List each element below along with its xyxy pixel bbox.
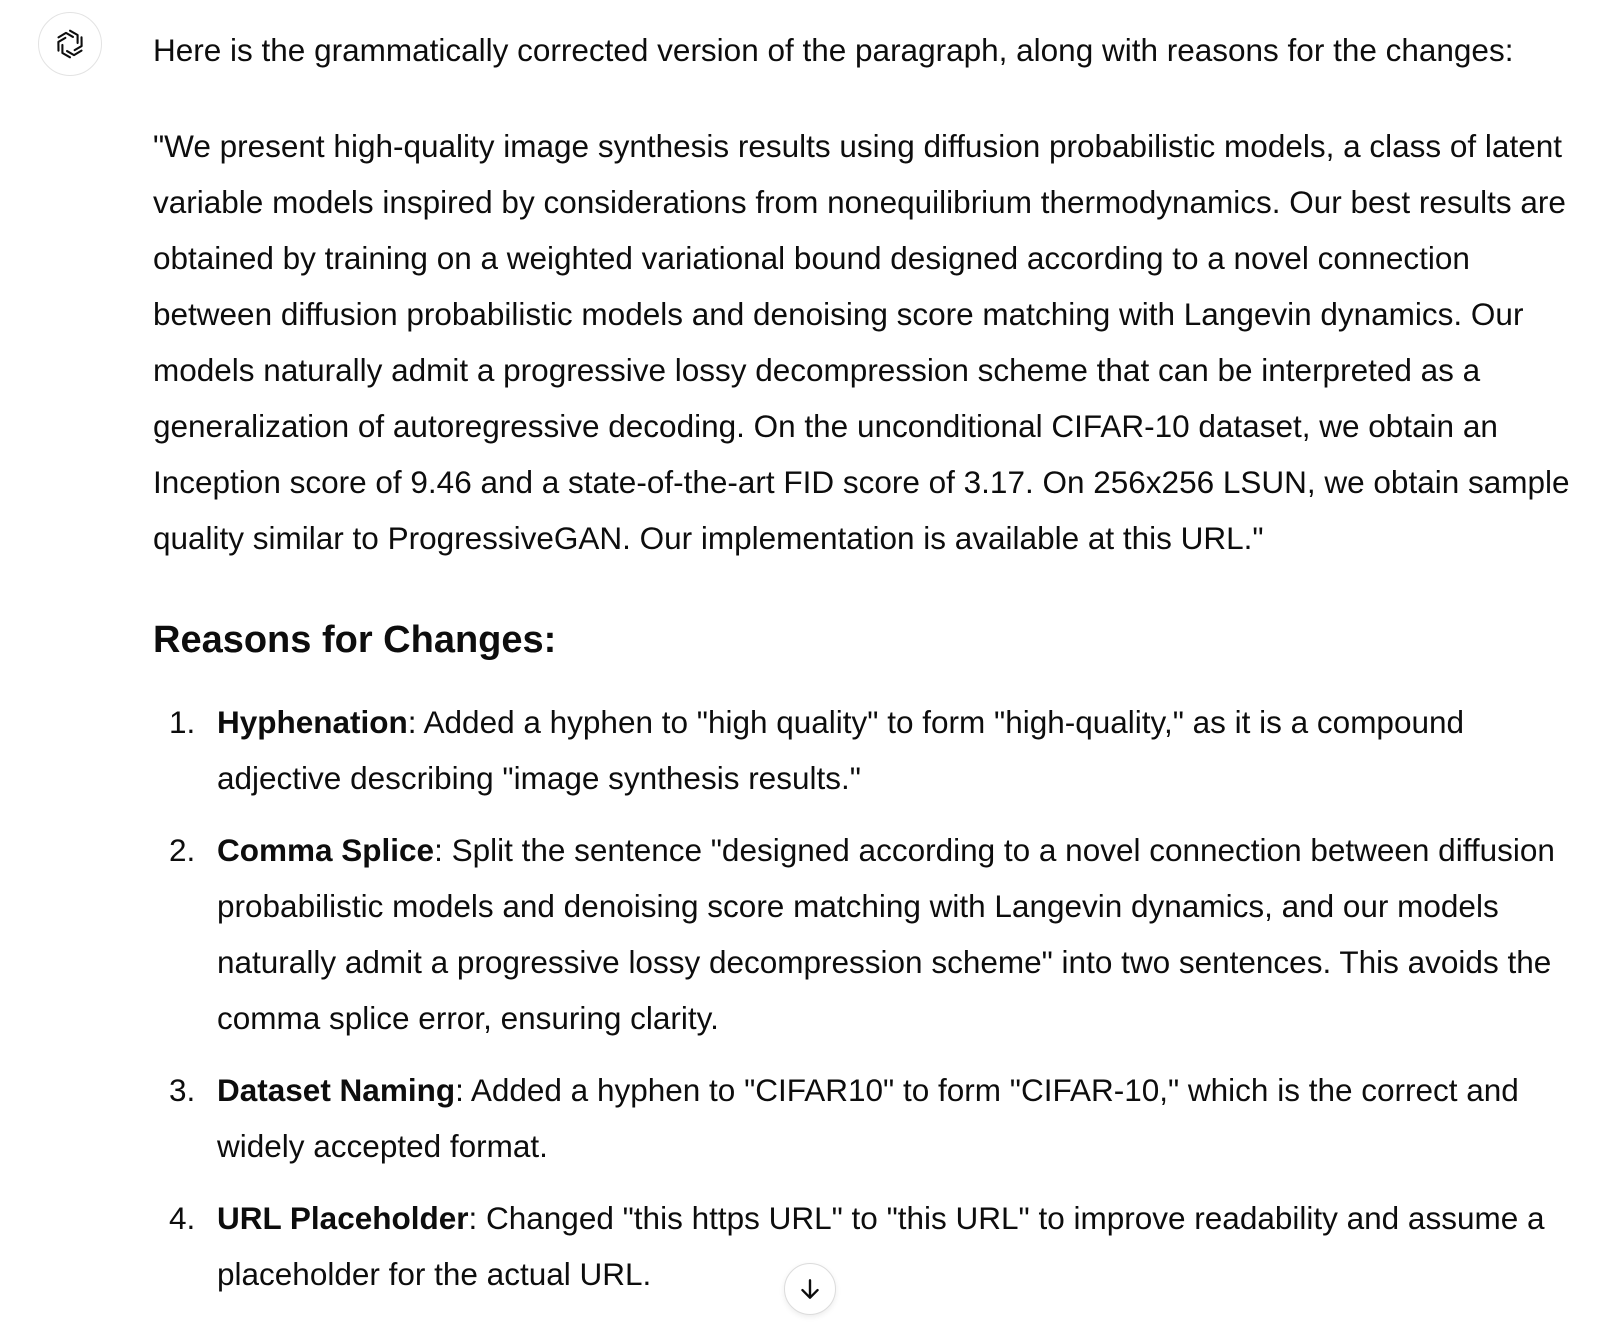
list-item — [153, 822, 1593, 1046]
list-item-number: 4. — [169, 1200, 196, 1236]
list-item-number: 2. — [169, 832, 196, 868]
reasons-heading: Reasons for Changes: — [153, 619, 557, 661]
assistant-message — [153, 22, 1593, 1318]
list-item-text: : Split the sentence "designed according to a novel connection between diffusion probabilistic models and denoising score matching with Langevin dynamics, and our models naturally admit a progressive lossy decompression scheme" into two sentences. This avoids the comma splice error, ensuring clarity. — [217, 832, 1555, 1036]
list-item-title: URL Placeholder — [217, 1200, 469, 1236]
scroll-to-bottom-button[interactable] — [784, 1263, 836, 1315]
list-item-number: 3. — [169, 1072, 196, 1108]
list-item — [153, 1062, 1593, 1174]
list-item-text: : Changed "this https URL" to "this URL" to improve readability and assume a placeholder for the actual URL. — [217, 1200, 1545, 1292]
corrected-paragraph: "We present high-quality image synthesis results using diffusion probabilistic models, a class of latent variable models inspired by considerations from nonequilibrium thermodynamics. Our best results are obtained by training on a weighted variational bound designed according to a novel connection between diffusion probabilistic models and denoising score matching with Langevin dynamics. Our models naturally admit a progressive lossy decompression scheme that can be interpreted as a generalization of autoregressive decoding. On the unconditional CIFAR-10 dataset, we obtain an Inception score of 9.46 and a state-of-the-art FID score of 3.17. On 256x256 LSUN, we obtain sample quality similar to ProgressiveGAN. Our implementation is available at this URL." — [153, 128, 1570, 556]
list-item-title: Dataset Naming — [217, 1072, 456, 1108]
reasons-list — [153, 694, 1593, 1302]
message-intro: Here is the grammatically corrected version of the paragraph, along with reasons for the changes: — [153, 32, 1514, 68]
list-item — [153, 1190, 1593, 1302]
list-item-text: : Added a hyphen to "CIFAR10" to form "CIFAR-10," which is the correct and widely accepted format. — [217, 1072, 1519, 1164]
list-item-text: : Added a hyphen to "high quality" to form "high-quality," as it is a compound adjective describing "image synthesis results." — [217, 704, 1465, 796]
openai-logo-icon — [51, 25, 89, 63]
assistant-avatar — [38, 12, 102, 76]
arrow-down-icon — [797, 1276, 823, 1302]
list-item-number: 1. — [169, 704, 196, 740]
list-item — [153, 694, 1593, 806]
list-item-title: Hyphenation — [217, 704, 408, 740]
list-item-title: Comma Splice — [217, 832, 435, 868]
